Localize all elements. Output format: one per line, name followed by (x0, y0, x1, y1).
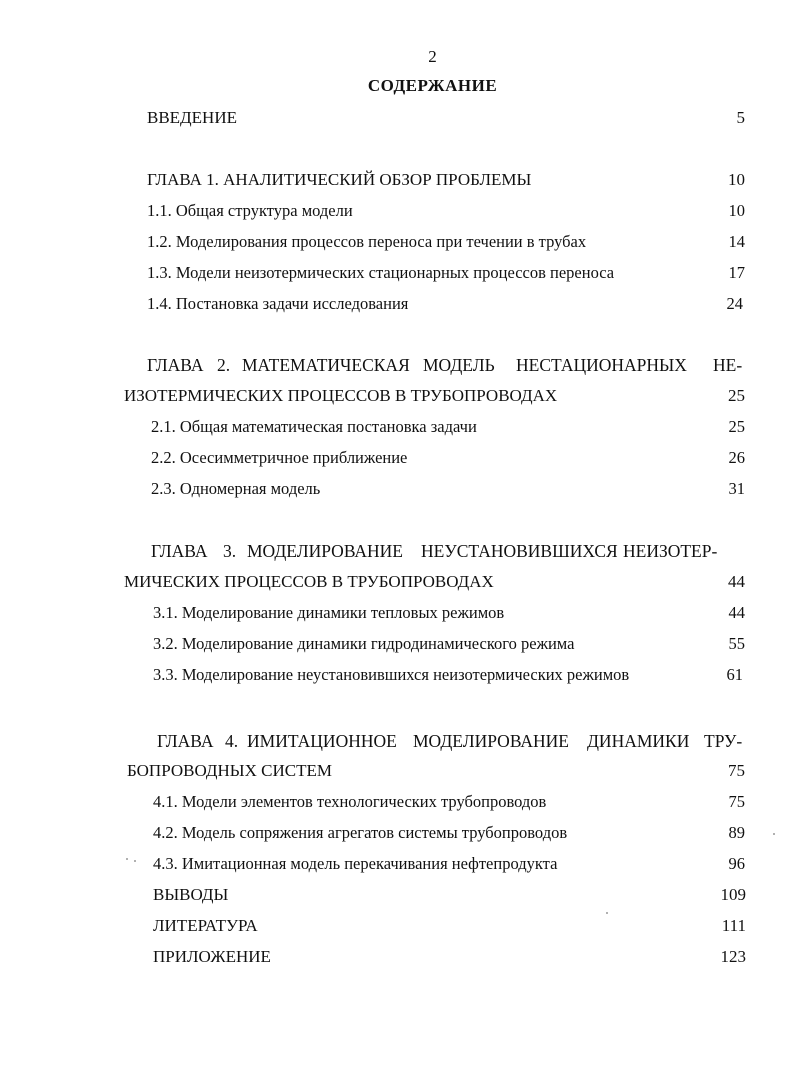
toc-label: ИЗОТЕРМИЧЕСКИХ ПРОЦЕССОВ В ТРУБОПРОВОДАХ (124, 386, 558, 405)
toc-label: ПРИЛОЖЕНИЕ (153, 947, 271, 966)
toc-label: 4.2. Модель сопряжения агрегатов системы трубопроводов (153, 823, 568, 842)
toc-label: 1.4. Постановка задачи исследования (147, 294, 409, 313)
toc-word: ГЛАВА (157, 731, 214, 751)
toc-label: ВВЕДЕНИЕ (147, 108, 237, 127)
toc-page: 123 (720, 947, 746, 966)
toc-section-1-4[interactable] (147, 292, 743, 316)
toc-page: 111 (721, 916, 746, 935)
toc-chapter-3-line2[interactable] (124, 570, 745, 594)
toc-page: 10 (728, 201, 745, 220)
toc-page: 14 (728, 232, 745, 251)
toc-entry-conclusions[interactable] (153, 883, 746, 907)
toc-label: БОПРОВОДНЫХ СИСТЕМ (127, 761, 332, 780)
toc-label: 1.2. Моделирования процессов переноса при течении в трубах (147, 232, 587, 251)
toc-word: МОДЕЛЬ (423, 355, 495, 375)
toc-word: МОДЕЛИРОВАНИЕ (247, 541, 403, 561)
page-title: СОДЕРЖАНИЕ (367, 76, 498, 95)
toc-word: 2. (217, 355, 231, 375)
toc-word: 4. (225, 731, 239, 751)
toc-chapter-2-line2[interactable] (124, 384, 745, 408)
toc-label: ЛИТЕРАТУРА (153, 916, 258, 935)
toc-section-4-2[interactable] (153, 821, 745, 845)
toc-label: МИЧЕСКИХ ПРОЦЕССОВ В ТРУБОПРОВОДАХ (124, 572, 494, 591)
toc-word: МОДЕЛИРОВАНИЕ (413, 731, 569, 751)
toc-label: 1.1. Общая структура модели (147, 201, 353, 220)
toc-page: 17 (728, 263, 745, 282)
scan-speck (773, 833, 775, 835)
toc-section-3-2[interactable] (153, 632, 745, 656)
toc-page: 96 (728, 854, 745, 873)
toc-label: 3.1. Моделирование динамики тепловых режимов (153, 603, 505, 622)
toc-section-4-1[interactable] (153, 790, 745, 814)
toc-word: НЕСТАЦИОНАРНЫХ (516, 355, 687, 375)
toc-section-2-2[interactable] (151, 446, 745, 470)
toc-section-1-2[interactable] (147, 230, 745, 254)
toc-label: 3.2. Моделирование динамики гидродинамического режима (153, 634, 575, 653)
toc-page: 55 (728, 634, 745, 653)
toc-word: НЕИЗОТЕР- (623, 541, 718, 561)
toc-page: 25 (728, 417, 745, 436)
toc-chapter-1[interactable] (147, 168, 745, 192)
toc-section-2-1[interactable] (151, 415, 745, 439)
toc-page: 44 (728, 603, 745, 622)
toc-section-3-1[interactable] (153, 601, 745, 625)
toc-page: 75 (728, 761, 745, 780)
toc-word: 3. (223, 541, 237, 561)
toc-section-2-3[interactable] (151, 477, 745, 501)
toc-entry-appendix[interactable] (153, 945, 746, 969)
toc-section-1-1[interactable] (147, 199, 745, 223)
toc-page: 26 (728, 448, 745, 467)
toc-page: 10 (728, 170, 745, 189)
toc-label: 3.3. Моделирование неустановившихся неизотермических режимов (153, 665, 630, 684)
toc-word: НЕ- (713, 355, 743, 375)
toc-label: ГЛАВА 1. АНАЛИТИЧЕСКИЙ ОБЗОР ПРОБЛЕМЫ (147, 170, 532, 189)
scan-speck (606, 912, 608, 914)
toc-label: 2.3. Одномерная модель (151, 479, 321, 498)
toc-page: 24 (726, 294, 743, 313)
toc-page: 31 (728, 479, 745, 498)
toc-label: 2.1. Общая математическая постановка задачи (151, 417, 477, 436)
page-number: 2 (428, 47, 437, 66)
toc-label: 4.1. Модели элементов технологических трубопроводов (153, 792, 547, 811)
toc-word: МАТЕМАТИЧЕСКАЯ (242, 355, 410, 375)
toc-section-1-3[interactable] (147, 261, 745, 285)
toc-entry-intro[interactable] (147, 106, 745, 130)
toc-label: 4.3. Имитационная модель перекачивания нефтепродукта (153, 854, 558, 873)
toc-word: ТРУ- (704, 731, 743, 751)
toc-page: 109 (720, 885, 746, 904)
toc-page: 89 (728, 823, 745, 842)
toc-word: НЕУСТАНОВИВШИХСЯ (421, 541, 618, 561)
toc-label: ВЫВОДЫ (153, 885, 229, 904)
toc-page: 44 (728, 572, 745, 591)
toc-word: ГЛАВА (151, 541, 208, 561)
toc-page: 5 (736, 108, 745, 127)
toc-page: 75 (728, 792, 745, 811)
toc-word: ДИНАМИКИ (587, 731, 690, 751)
scan-speck (126, 858, 128, 860)
toc-chapter-4-line2[interactable] (127, 759, 745, 783)
toc-label: 1.3. Модели неизотермических стационарных процессов переноса (147, 263, 615, 282)
toc-word: ИМИТАЦИОННОЕ (247, 731, 397, 751)
toc-page: 61 (726, 665, 743, 684)
scan-speck (134, 860, 136, 862)
toc-entry-literature[interactable] (153, 914, 746, 938)
toc-label: 2.2. Осесимметричное приближение (151, 448, 408, 467)
toc-section-4-3[interactable] (153, 852, 745, 876)
toc-word: ГЛАВА (147, 355, 204, 375)
toc-section-3-3[interactable] (153, 663, 743, 687)
toc-page: 25 (728, 386, 745, 405)
